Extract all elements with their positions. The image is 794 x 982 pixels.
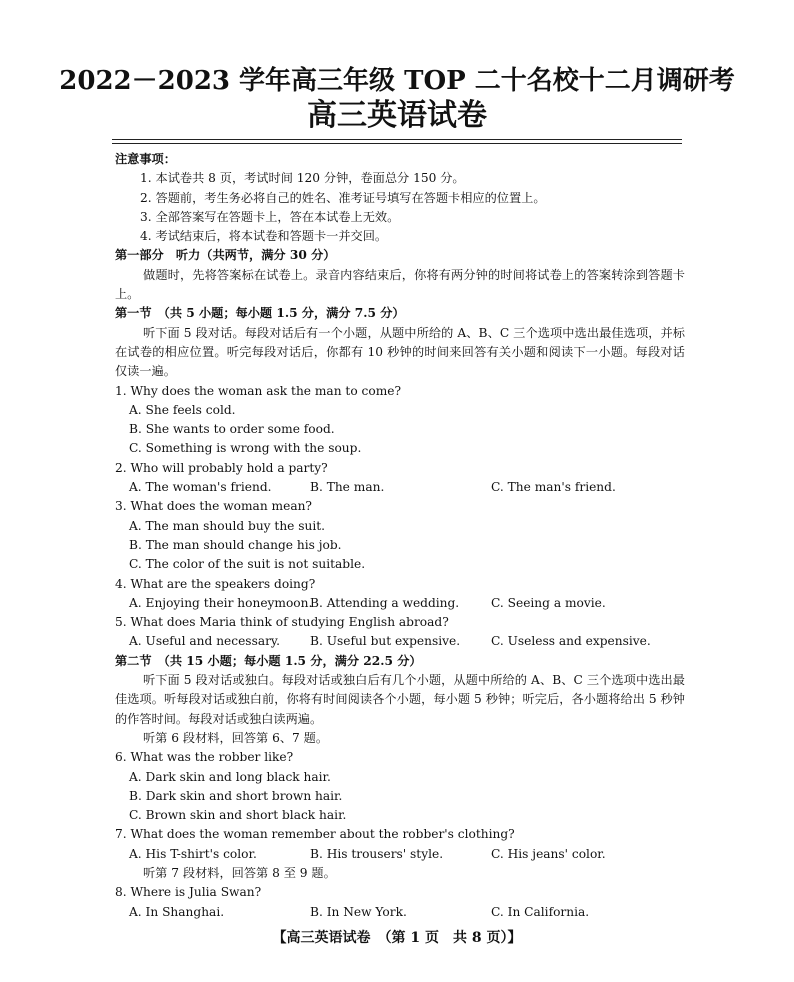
question-stem: 5. What does Maria think of studying English abroad? <box>115 615 449 630</box>
option-b: B. She wants to order some food. <box>129 422 335 437</box>
exam-content <box>115 150 685 922</box>
section2-intro: 听下面 5 段对话或独白。每段对话或独白后有几个小题，从题中所给的 A、B、C 三个选项中选出最佳选项。听每段对话或独白前，你将有时间阅读各个小题，每小题 5 秒钟；听完后，各小题将给出 5 秒钟的作答时间。每段对话或独白读两遍。 <box>115 673 685 726</box>
option-c: C. The color of the suit is not suitable. <box>129 557 366 572</box>
option-a: A. She feels cold. <box>129 402 236 417</box>
question-stem: 6. What was the robber like? <box>115 750 294 765</box>
option-a: A. The man should buy the suit. <box>129 518 326 533</box>
exam-title: 2022－2023 学年高三年级 TOP 二十名校十二月调研考 <box>59 66 735 96</box>
title-rule-bottom <box>112 143 682 144</box>
section2-heading: 第二节 （共 15 小题；每小题 1.5 分，满分 22.5 分） <box>115 653 422 668</box>
options-row <box>115 594 685 613</box>
question-stem: 2. Who will probably hold a party? <box>115 460 328 475</box>
option-a: A. In Shanghai. <box>129 904 225 919</box>
question-stem: 3. What does the woman mean? <box>115 499 312 514</box>
option-b: B. In New York. <box>310 904 407 919</box>
part1-intro: 做题时，先将答案标在试卷上。录音内容结束后，你将有两分钟的时间将试卷上的答案转涂到答题卡上。 <box>115 267 685 302</box>
section1-intro: 听下面 5 段对话。每段对话后有一个小题，从题中所给的 A、B、C 三个选项中选出最佳选项，并标在试卷的相应位置。听完每段对话后，你都有 10 秒钟的时间来回答有关小题和阅读下一小题。每段对话仅读一遍。 <box>115 325 685 379</box>
question-stem: 1. Why does the woman ask the man to come? <box>115 383 402 398</box>
part1-heading: 第一部分 听力（共两节，满分 30 分） <box>115 248 336 263</box>
page-footer: 【高三英语试卷 （第 1 页 共 8 页）】 <box>272 930 522 946</box>
material-note: 听第 7 段材料，回答第 8 至 9 题。 <box>143 865 336 880</box>
option-a: A. Useful and necessary. <box>129 634 281 649</box>
option-c: C. The man's friend. <box>491 480 616 495</box>
exam-subtitle: 高三英语试卷 <box>307 98 487 133</box>
notes-item: 1. 本试卷共 8 页，考试时间 120 分钟，卷面总分 150 分。 <box>140 171 465 186</box>
option-b: B. Attending a wedding. <box>310 595 460 610</box>
option-c: C. Brown skin and short black hair. <box>129 808 347 823</box>
option-a: A. His T-shirt's color. <box>129 846 257 861</box>
notes-item: 4. 考试结束后，将本试卷和答题卡一并交回。 <box>140 229 388 244</box>
option-c: C. Useless and expensive. <box>491 634 651 649</box>
option-c: C. His jeans' color. <box>491 846 606 861</box>
option-b: B. The man. <box>310 480 385 495</box>
options-row <box>115 478 685 497</box>
option-b: B. His trousers' style. <box>310 846 444 861</box>
question-stem: 7. What does the woman remember about the robber's clothing? <box>115 827 515 842</box>
options-row <box>115 903 685 922</box>
option-a: A. The woman's friend. <box>129 480 272 495</box>
options-row <box>115 632 685 651</box>
option-a: A. Dark skin and long black hair. <box>129 769 331 784</box>
option-b: B. Useful but expensive. <box>310 634 461 649</box>
notes-item: 3. 全部答案写在答题卡上，答在本试卷上无效。 <box>140 209 400 224</box>
option-a: A. Enjoying their honeymoon. <box>129 595 313 610</box>
option-b: B. Dark skin and short brown hair. <box>129 788 343 803</box>
option-b: B. The man should change his job. <box>129 537 342 552</box>
section1-heading: 第一节 （共 5 小题；每小题 1.5 分，满分 7.5 分） <box>115 306 405 321</box>
title-rule-top <box>112 139 682 140</box>
options-row <box>115 845 685 864</box>
notes-heading: 注意事项： <box>115 152 176 166</box>
material-note: 听第 6 段材料，回答第 6、7 题。 <box>143 730 329 745</box>
question-stem: 8. Where is Julia Swan? <box>115 885 262 900</box>
option-c: C. Something is wrong with the soup. <box>129 441 362 456</box>
option-c: C. Seeing a movie. <box>491 595 606 610</box>
question-stem: 4. What are the speakers doing? <box>115 576 316 591</box>
notes-item: 2. 答题前，考生务必将自己的姓名、准考证号填写在答题卡相应的位置上。 <box>140 190 546 205</box>
option-c: C. In California. <box>491 904 590 919</box>
